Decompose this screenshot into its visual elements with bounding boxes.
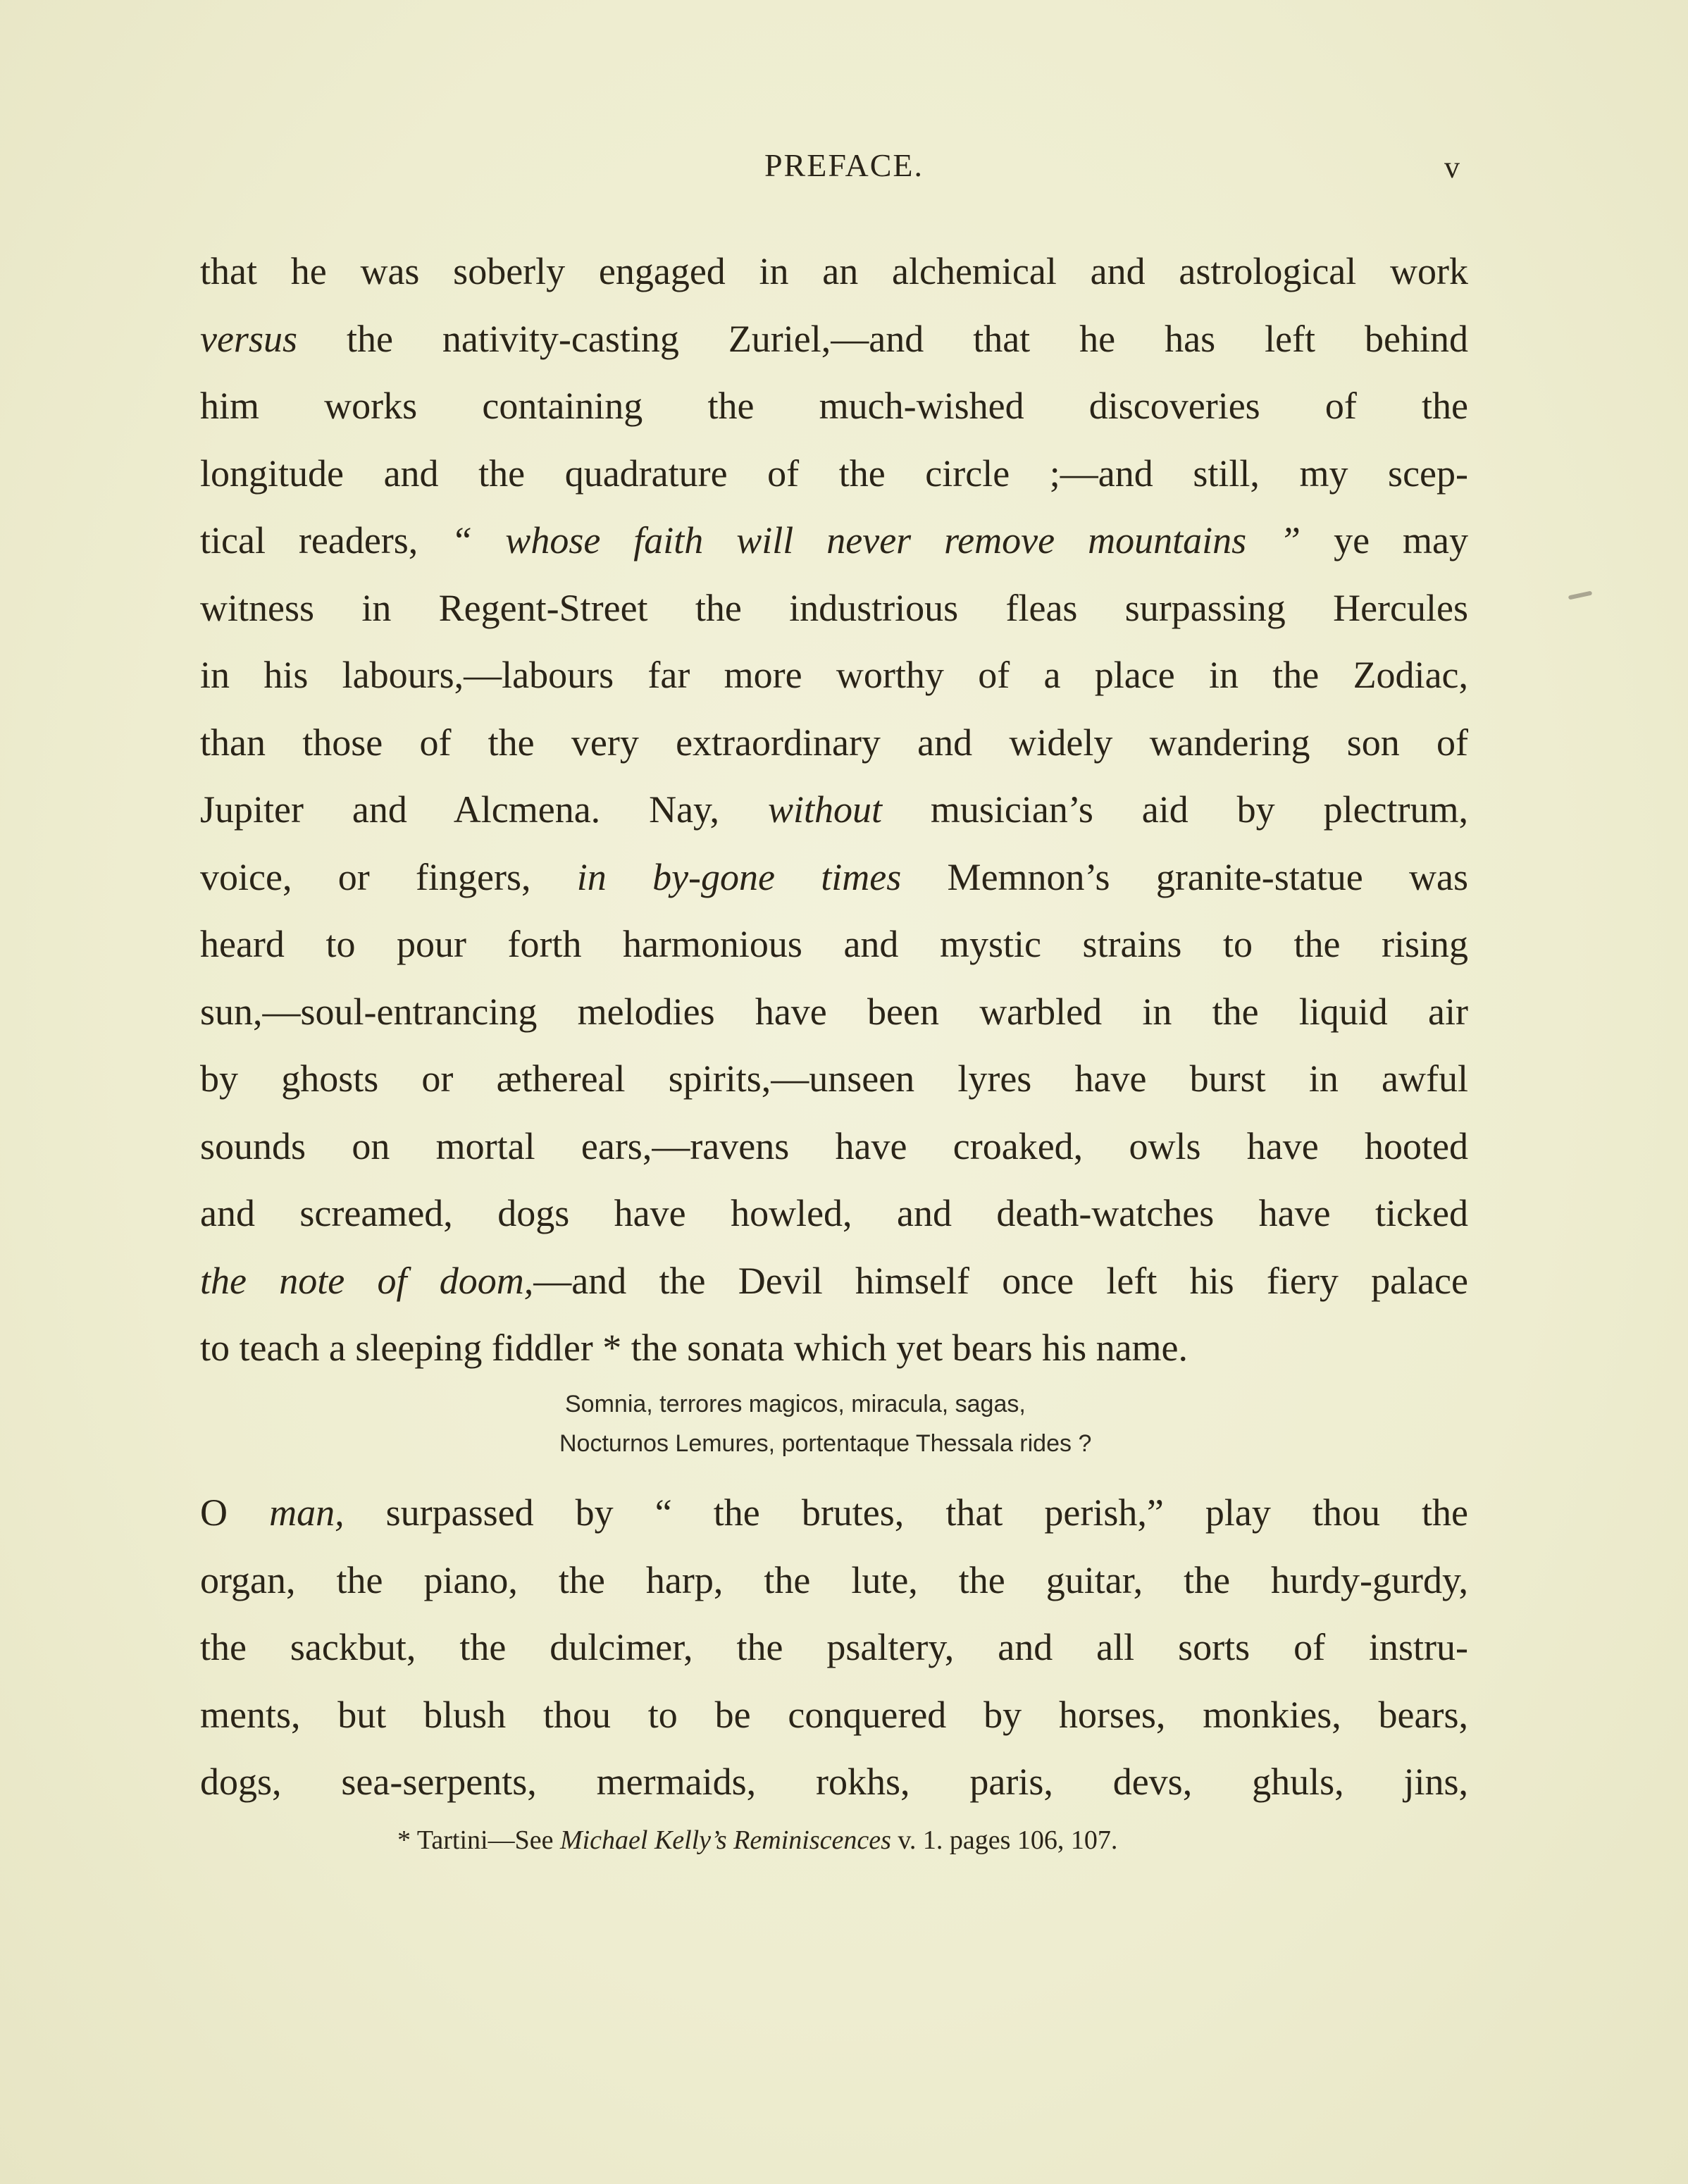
italic-text: man, bbox=[269, 1491, 345, 1534]
italic-text: versus bbox=[200, 317, 297, 360]
paragraph-continued bbox=[200, 1479, 1468, 1816]
text-line: dogs, sea-serpents, mermaids, rokhs, paris, devs, ghuls, jins, bbox=[200, 1761, 1468, 1803]
italic-text: in by-gone times bbox=[576, 855, 902, 898]
text-line: him works containing the much-wished discoveries of the bbox=[200, 385, 1468, 427]
text-line: that he was soberly engaged in an alchemical and astrological work bbox=[200, 250, 1468, 292]
italic-text: Michael Kelly’s Reminiscences bbox=[559, 1825, 891, 1855]
page-number: v bbox=[1444, 150, 1460, 185]
text-line: than those of the very extraordinary and widely wandering son of bbox=[200, 721, 1468, 764]
italic-text: the note of doom, bbox=[200, 1259, 534, 1302]
page-title: PREFACE. bbox=[764, 147, 924, 183]
quotation-line: Nocturnos Lemures, portentaque Thessala rides ? bbox=[559, 1430, 1092, 1457]
quotation-line: Somnia, terrores magicos, miracula, sagas, bbox=[565, 1391, 1026, 1417]
text-line: organ, the piano, the harp, the lute, the guitar, the hurdy-gurdy, bbox=[200, 1558, 1468, 1601]
italic-text: “ whose faith will never remove mountains ” bbox=[451, 519, 1301, 561]
ink-blemish bbox=[1568, 591, 1593, 600]
paragraph-main bbox=[200, 238, 1468, 1382]
text-line: the sackbut, the dulcimer, the psaltery, and all sorts of instru- bbox=[200, 1626, 1468, 1668]
footnote: * Tartini—See Michael Kelly’s Reminiscences v. 1. pages 106, 107. bbox=[397, 1825, 1118, 1855]
text-line: longitude and the quadrature of the circle ;—and still, my scep- bbox=[200, 452, 1468, 495]
text-line: the note of doom,—and the Devil himself once left his fiery palace bbox=[200, 1259, 1468, 1302]
text-line: and screamed, dogs have howled, and death-watches have ticked bbox=[200, 1192, 1468, 1234]
text-line: witness in Regent-Street the industrious fleas surpassing Hercules bbox=[200, 586, 1468, 629]
text-line: ments, but blush thou to be conquered by horses, monkies, bears, bbox=[200, 1693, 1468, 1736]
latin-quotation bbox=[0, 1384, 1688, 1463]
running-head bbox=[0, 147, 1688, 189]
text-line: by ghosts or æthereal spirits,—unseen lyres have burst in awful bbox=[200, 1057, 1468, 1100]
text-line: sounds on mortal ears,—ravens have croaked, owls have hooted bbox=[200, 1124, 1468, 1167]
text-line: heard to pour forth harmonious and mystic strains to the rising bbox=[200, 923, 1468, 965]
italic-text: without bbox=[767, 788, 882, 831]
text-line: tical readers, “ whose faith will never remove mountains ” ye may bbox=[200, 519, 1469, 561]
text-line: O man, surpassed by “ the brutes, that perish,” play thou the bbox=[200, 1491, 1468, 1534]
text-line: versus the nativity-casting Zuriel,—and that he has left behind bbox=[200, 317, 1468, 360]
text-line: Jupiter and Alcmena. Nay, without musician’s aid by plectrum, bbox=[200, 788, 1469, 831]
text-line: in his labours,—labours far more worthy of a place in the Zodiac, bbox=[200, 654, 1468, 696]
text-line: sun,—soul-entrancing melodies have been warbled in the liquid air bbox=[200, 990, 1468, 1033]
text-line: to teach a sleeping fiddler * the sonata which yet bears his name. bbox=[200, 1327, 1189, 1369]
text-line: voice, or fingers, in by-gone times Memnon’s granite-statue was bbox=[200, 855, 1468, 898]
